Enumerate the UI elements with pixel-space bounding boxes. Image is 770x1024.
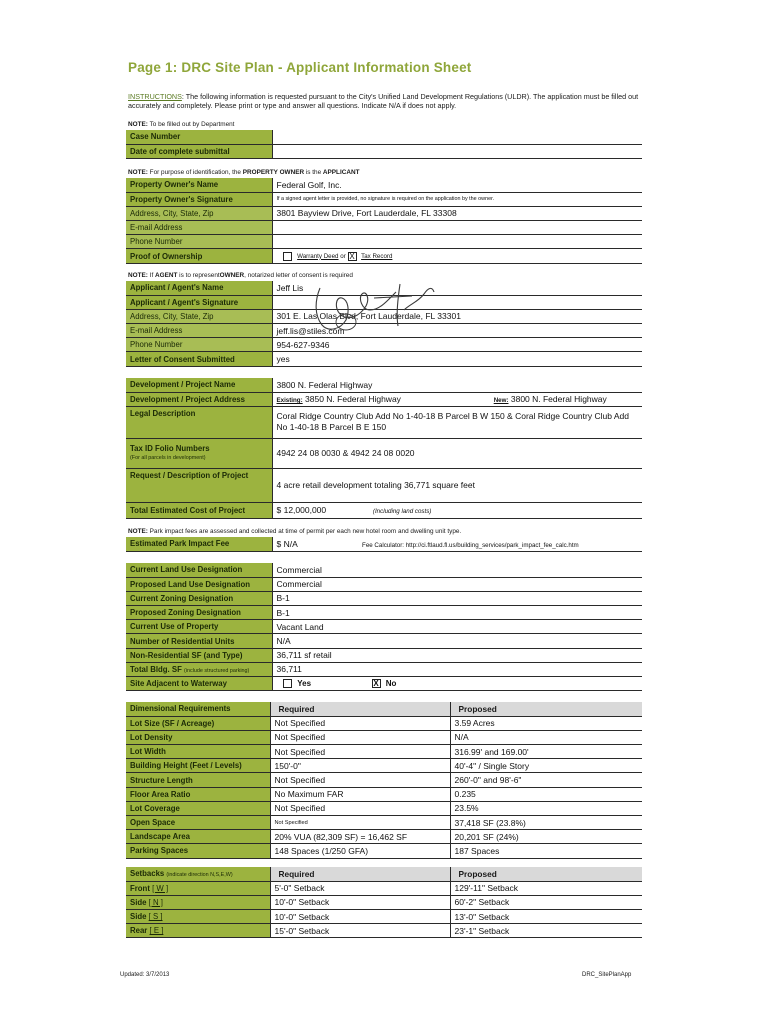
owner-signature-field[interactable]: If a signed agent letter is provided, no signature is required on the application by the owner.: [272, 192, 642, 206]
project-address-field[interactable]: [272, 392, 642, 406]
dimension-label: Lot Coverage: [126, 801, 270, 815]
waterway-options: [272, 677, 642, 691]
cost-note: (Including land costs): [372, 508, 432, 516]
tax-record-checkbox[interactable]: X: [349, 251, 355, 261]
dimension-label: Open Space: [126, 816, 270, 830]
land-use-value[interactable]: N/A: [272, 634, 642, 648]
owner-address-label: Address, City, State, Zip: [126, 206, 272, 220]
land-use-value[interactable]: B-1: [272, 606, 642, 620]
agent-address-field[interactable]: 301 E. Las Olas Blvd, Fort Lauderdale, FL 33301: [272, 309, 642, 323]
dimension-proposed[interactable]: 20,201 SF (24%): [450, 830, 642, 844]
owner-address-field[interactable]: 3801 Bayview Drive, Fort Lauderdale, FL 33308: [272, 206, 642, 220]
dimensional-header: Dimensional Requirements: [126, 702, 270, 716]
setbacks-table: [126, 867, 642, 938]
owner-email-field[interactable]: [272, 221, 642, 235]
dimension-required[interactable]: Not Specified: [270, 730, 450, 744]
new-label: New:: [493, 397, 509, 405]
land-use-label: Number of Residential Units: [126, 634, 272, 648]
park-fee-field[interactable]: $ N/A Fee Calculator: http://ci.ftlaud.fl.us/building_services/park_impact_fee_calc.htm: [272, 537, 642, 551]
legal-description-label: Legal Description: [126, 406, 272, 438]
tax-record-label: Tax Record: [361, 252, 393, 260]
park-note: NOTE: Park impact fees are assessed and collected at time of permit per each new hotel room and dwelling unit type.: [128, 528, 462, 535]
dimension-label: Lot Width: [126, 745, 270, 759]
required-header: Required: [270, 702, 450, 716]
dimension-label: Lot Density: [126, 730, 270, 744]
dimension-proposed[interactable]: 187 Spaces: [450, 844, 642, 858]
agent-name-label: Applicant / Agent's Name: [126, 281, 272, 295]
setback-label: Front [ W ]: [126, 881, 270, 895]
owner-name-label: Property Owner's Name: [126, 178, 272, 192]
dimension-required[interactable]: Not Specified: [270, 745, 450, 759]
setback-direction[interactable]: [ N ]: [148, 897, 163, 907]
dimension-required[interactable]: 148 Spaces (1/250 GFA): [270, 844, 450, 858]
dimension-required[interactable]: Not Specified: [270, 773, 450, 787]
setback-required[interactable]: 10'-0" Setback: [270, 895, 450, 909]
request-description-label: Request / Description of Project: [126, 468, 272, 502]
owner-note: NOTE: For purpose of identification, the PROPERTY OWNER is the APPLICANT: [128, 169, 360, 176]
case-number-field[interactable]: [272, 130, 642, 144]
agent-signature-scribble: [300, 280, 450, 345]
submittal-date-field[interactable]: [272, 144, 642, 158]
setback-required-header: Required: [270, 867, 450, 881]
dimension-label: Lot Size (SF / Acreage): [126, 716, 270, 730]
proposed-header: Proposed: [450, 702, 642, 716]
waterway-yes-checkbox[interactable]: [283, 679, 292, 688]
land-use-label: Current Land Use Designation: [126, 563, 272, 577]
owner-table: [126, 178, 642, 264]
owner-signature-label: Property Owner's Signature: [126, 192, 272, 206]
land-use-label: Proposed Land Use Designation: [126, 577, 272, 591]
proof-ownership-label: Proof of Ownership: [126, 249, 272, 263]
dimension-required[interactable]: 20% VUA (82,309 SF) = 16,462 SF: [270, 830, 450, 844]
park-fee-label: Estimated Park Impact Fee: [126, 537, 272, 551]
dimension-required[interactable]: Not Specified: [270, 716, 450, 730]
dimension-proposed[interactable]: 23.5%: [450, 801, 642, 815]
dimension-proposed[interactable]: 40'-4" / Single Story: [450, 759, 642, 773]
setback-required[interactable]: 10'-0" Setback: [270, 910, 450, 924]
tax-id-field[interactable]: 4942 24 08 0030 & 4942 24 08 0020: [272, 438, 642, 468]
fee-calculator-link[interactable]: Fee Calculator: http://ci.ftlaud.fl.us/building_services/park_impact_fee_calc.htm: [362, 541, 579, 549]
setback-proposed[interactable]: 129'-11" Setback: [450, 881, 642, 895]
dimension-label: Building Height (Feet / Levels): [126, 759, 270, 773]
dimension-required[interactable]: No Maximum FAR: [270, 787, 450, 801]
agent-phone-label: Phone Number: [126, 338, 272, 352]
dimension-required[interactable]: 150'-0": [270, 759, 450, 773]
land-use-value[interactable]: B-1: [272, 591, 642, 605]
dimension-required[interactable]: Not Specified: [270, 816, 450, 830]
project-name-label: Development / Project Name: [126, 378, 272, 392]
agent-name-field[interactable]: Jeff Lis: [272, 281, 642, 295]
setback-label: Side [ S ]: [126, 910, 270, 924]
setback-direction[interactable]: [ E ]: [149, 926, 164, 936]
or-label: or: [340, 252, 346, 260]
agent-signature-label: Applicant / Agent's Signature: [126, 295, 272, 309]
owner-phone-label: Phone Number: [126, 235, 272, 249]
setback-required[interactable]: 15'-0" Setback: [270, 924, 450, 938]
setback-proposed[interactable]: 13'-0" Setback: [450, 910, 642, 924]
setback-required[interactable]: 5'-0" Setback: [270, 881, 450, 895]
waterway-yes-label: Yes: [297, 678, 312, 688]
tax-id-label: Tax ID Folio Numbers (For all parcels in development): [126, 438, 272, 468]
setback-proposed[interactable]: 23'-1" Setback: [450, 924, 642, 938]
warranty-deed-checkbox[interactable]: [283, 252, 292, 261]
land-use-value[interactable]: 36,711 sf retail: [272, 648, 642, 662]
land-use-value[interactable]: Commercial: [272, 577, 642, 591]
dimension-label: Floor Area Ratio: [126, 787, 270, 801]
dimension-proposed[interactable]: 316.99' and 169.00': [450, 745, 642, 759]
request-description-field[interactable]: 4 acre retail development totaling 36,771 square feet: [272, 468, 642, 502]
dimension-proposed[interactable]: 0.235: [450, 787, 642, 801]
owner-phone-field[interactable]: [272, 235, 642, 249]
waterway-label: Site Adjacent to Waterway: [126, 677, 272, 691]
waterway-no-label: No: [385, 678, 397, 688]
waterway-no-checkbox[interactable]: X: [373, 679, 379, 689]
park-table: [126, 537, 642, 552]
agent-note: NOTE: If AGENT is to representOWNER, notarized letter of consent is required: [128, 272, 353, 279]
land-use-label: Current Zoning Designation: [126, 591, 272, 605]
submittal-date-label: Date of complete submittal: [126, 144, 272, 158]
legal-description-field[interactable]: Coral Ridge Country Club Add No 1-40-18 B Parcel B W 150 & Coral Ridge Country Club Add No 1-40-18 B Parcel B E 150: [272, 406, 642, 438]
page-title: Page 1: DRC Site Plan - Applicant Information Sheet: [128, 60, 472, 75]
land-use-value[interactable]: Vacant Land: [272, 620, 642, 634]
owner-email-label: E-mail Address: [126, 221, 272, 235]
footer-doc-id: DRC_SitePlanApp: [582, 972, 632, 978]
project-address-label: Development / Project Address: [126, 392, 272, 406]
setback-label: Side [ N ]: [126, 895, 270, 909]
existing-address: 3850 N. Federal Highway: [305, 394, 401, 405]
dimensional-table: [126, 702, 642, 859]
instructions-text: The following information is requested pursuant to the City's Unified Land Development Regulations (ULDR). The application must be filled out accurately and completely. Please print or type and answer all questions. Indicate N/A if does not apply.: [128, 92, 639, 110]
case-number-label: Case Number: [126, 130, 272, 144]
setback-proposed-header: Proposed: [450, 867, 642, 881]
dimension-proposed[interactable]: 37,418 SF (23.8%): [450, 816, 642, 830]
project-table: [126, 378, 642, 519]
owner-name-field[interactable]: Federal Golf, Inc.: [272, 178, 642, 192]
footer-updated: Updated: 3/7/2013: [120, 972, 170, 978]
setbacks-header: Setbacks (indicate direction N,S,E,W): [126, 867, 270, 881]
setback-label: Rear [ E ]: [126, 924, 270, 938]
dimension-label: Landscape Area: [126, 830, 270, 844]
land-use-table: [126, 563, 642, 691]
instructions-keyword: INSTRUCTIONS: [128, 92, 182, 101]
estimated-cost-label: Total Estimated Cost of Project: [126, 502, 272, 518]
dept-table: [126, 130, 642, 159]
land-use-label: Current Use of Property: [126, 620, 272, 634]
dimension-proposed[interactable]: N/A: [450, 730, 642, 744]
land-use-label: Proposed Zoning Designation: [126, 606, 272, 620]
consent-letter-label: Letter of Consent Submitted: [126, 352, 272, 366]
agent-phone-field[interactable]: 954-627-9346: [272, 338, 642, 352]
setback-direction[interactable]: [ W ]: [152, 883, 169, 893]
new-address: 3800 N. Federal Highway: [510, 394, 607, 405]
estimated-cost-field[interactable]: $ 12,000,000 (Including land costs): [272, 502, 642, 518]
consent-letter-field[interactable]: yes: [272, 352, 642, 366]
agent-email-field[interactable]: jeff.lis@stiles.com: [272, 324, 642, 338]
dimension-proposed[interactable]: 3.59 Acres: [450, 716, 642, 730]
dept-note: NOTE: To be filled out by Department: [128, 121, 235, 128]
instructions: INSTRUCTIONS: The following information is requested pursuant to the City's Unified Land Development Regulations (ULDR). The application must be filled out accurately and completely. Please print or type and answer all questions. Indicate N/A if does not apply.: [128, 92, 639, 110]
proof-ownership-options: [272, 249, 642, 263]
total-bldg-label: Total Bldg. SF (include structured parking): [126, 662, 272, 676]
land-use-value[interactable]: 36,711: [272, 662, 642, 676]
land-use-label: Non-Residential SF (and Type): [126, 648, 272, 662]
dimension-required[interactable]: Not Specified: [270, 801, 450, 815]
existing-label: Existing:: [276, 397, 303, 405]
agent-email-label: E-mail Address: [126, 324, 272, 338]
project-name-field[interactable]: 3800 N. Federal Highway: [272, 378, 642, 392]
agent-address-label: Address, City, State, Zip: [126, 309, 272, 323]
dimension-label: Parking Spaces: [126, 844, 270, 858]
land-use-value[interactable]: Commercial: [272, 563, 642, 577]
setback-direction[interactable]: [ S ]: [148, 912, 163, 922]
setback-proposed[interactable]: 60'-2" Setback: [450, 895, 642, 909]
warranty-deed-label: Warranty Deed: [297, 252, 339, 260]
dimension-label: Structure Length: [126, 773, 270, 787]
dimension-proposed[interactable]: 260'-0" and 98'-6": [450, 773, 642, 787]
